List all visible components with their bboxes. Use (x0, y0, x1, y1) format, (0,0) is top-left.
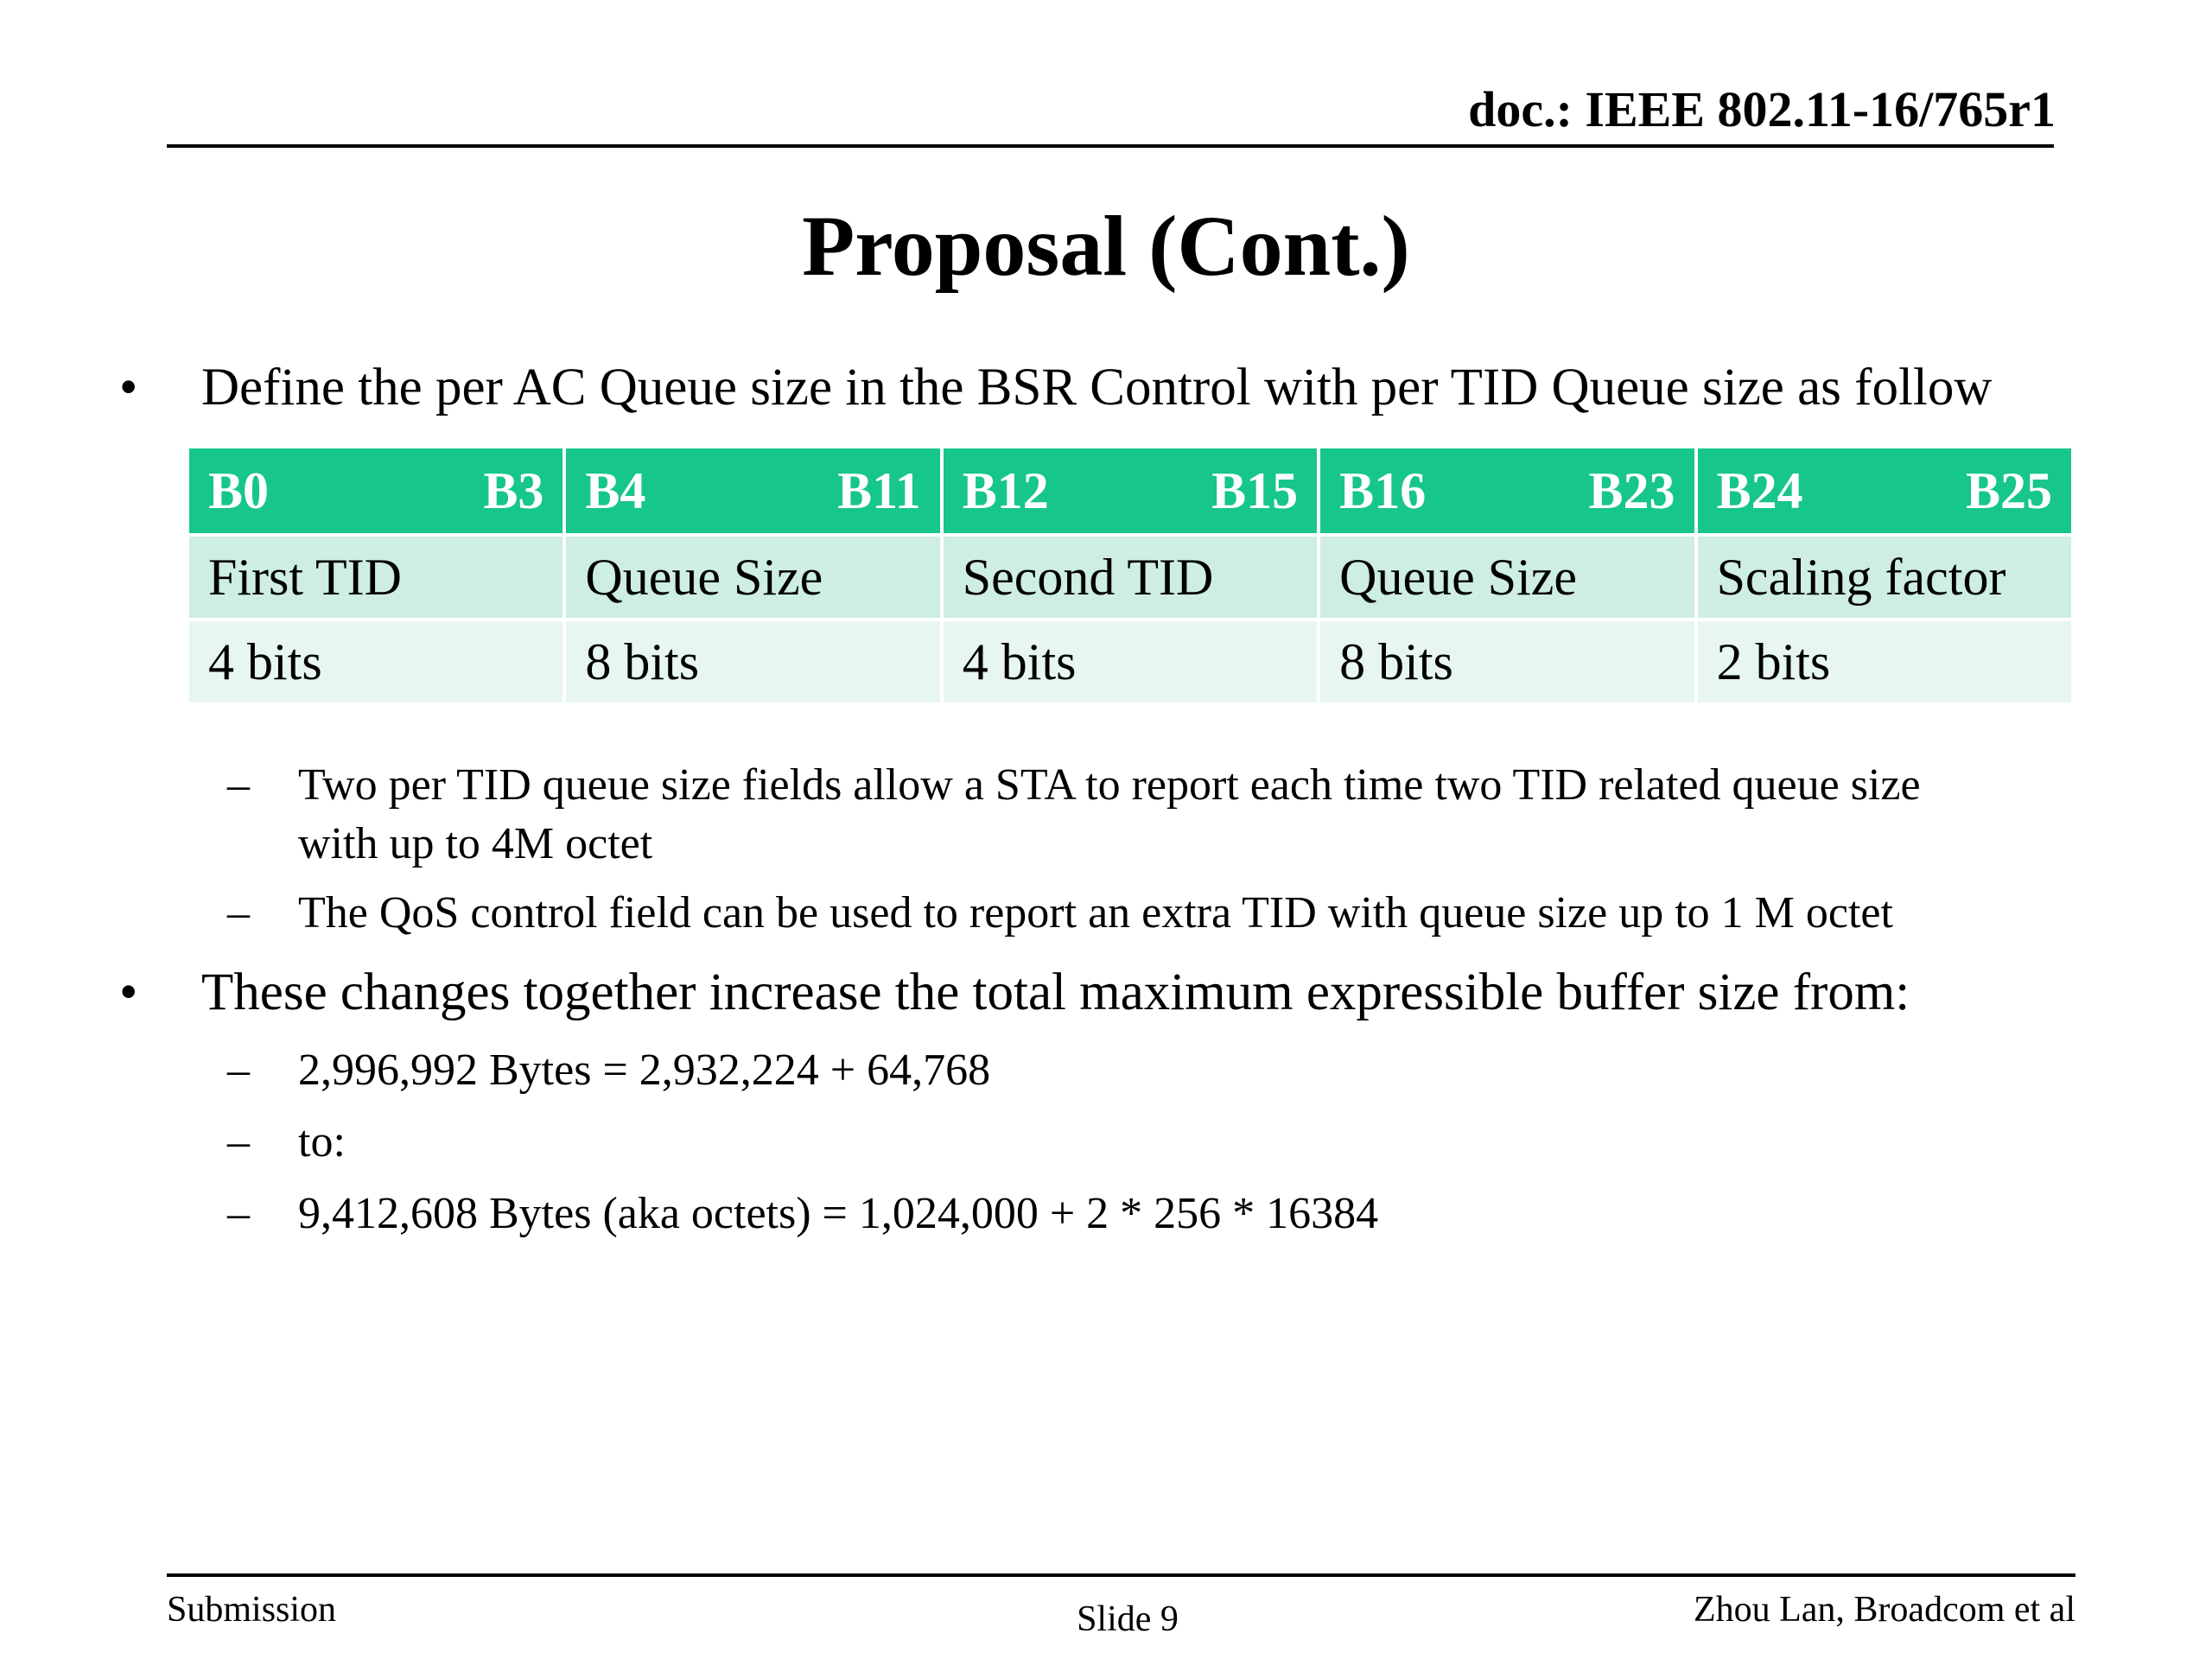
bullet-symbol: • (119, 359, 138, 416)
bullet-symbol: • (119, 963, 138, 1021)
footer-author: Zhou Lan, Broadcom et al (1693, 1590, 2075, 1630)
bit-start: B24 (1716, 462, 1803, 519)
sub-bullet-text: 2,996,992 Bytes = 2,932,224 + 64,768 (298, 1046, 991, 1095)
table-header-cell (1696, 447, 2073, 535)
table-cell: 8 bits (564, 620, 941, 704)
header-divider (167, 144, 2054, 148)
table-cell: Queue Size (564, 535, 941, 620)
field-size-row (188, 620, 2073, 704)
sub-bullet-text-continued: with up to 4M octet (298, 819, 653, 868)
dash-symbol: – (227, 888, 250, 938)
footer-divider (167, 1573, 2075, 1577)
dash-symbol: – (227, 1046, 250, 1095)
document-id: doc.: IEEE 802.11-16/765r1 (1468, 81, 2056, 137)
bit-start: B16 (1339, 462, 1427, 519)
table-cell: First TID (188, 535, 564, 620)
table-cell: 4 bits (188, 620, 564, 704)
bit-end: B15 (1211, 462, 1299, 519)
slide-title: Proposal (Cont.) (802, 198, 1410, 294)
table-header-cell (188, 447, 564, 535)
bit-end: B11 (837, 462, 921, 519)
bit-range-row (188, 447, 2073, 535)
table-cell: Queue Size (1319, 535, 1695, 620)
bullet-text: These changes together increase the total maximum expressible buffer size from: (201, 963, 1910, 1021)
bit-end: B3 (483, 462, 544, 519)
table-cell: 8 bits (1319, 620, 1695, 704)
footer-slide-number: Slide 9 (1077, 1599, 1179, 1639)
footer-submission: Submission (167, 1590, 337, 1630)
bit-start: B0 (208, 462, 270, 519)
table-cell: 4 bits (942, 620, 1319, 704)
table-cell: 2 bits (1696, 620, 2073, 704)
bsr-control-table (186, 445, 2075, 706)
sub-bullet-text: Two per TID queue size fields allow a STA to report each time two TID related queue size (298, 760, 1921, 810)
bullet-text: Define the per AC Queue size in the BSR Control with per TID Queue size as follow (201, 359, 1993, 416)
table-header-cell (942, 447, 1319, 535)
table-cell: Second TID (942, 535, 1319, 620)
table-header-cell (564, 447, 941, 535)
dash-symbol: – (227, 760, 250, 810)
sub-bullet-text: to: (298, 1117, 346, 1166)
sub-bullet-text: The QoS control field can be used to report an extra TID with queue size up to 1 M octet (298, 888, 1893, 938)
bit-end: B25 (1965, 462, 2052, 519)
bit-start: B12 (962, 462, 1049, 519)
dash-symbol: – (227, 1117, 250, 1166)
bit-end: B23 (1588, 462, 1675, 519)
table-header-cell (1319, 447, 1695, 535)
table-cell: Scaling factor (1696, 535, 2073, 620)
dash-symbol: – (227, 1189, 250, 1238)
sub-bullet-text: 9,412,608 Bytes (aka octets) = 1,024,000 + 2 * 256 * 16384 (298, 1189, 1379, 1238)
bit-start: B4 (585, 462, 646, 519)
field-name-row (188, 535, 2073, 620)
